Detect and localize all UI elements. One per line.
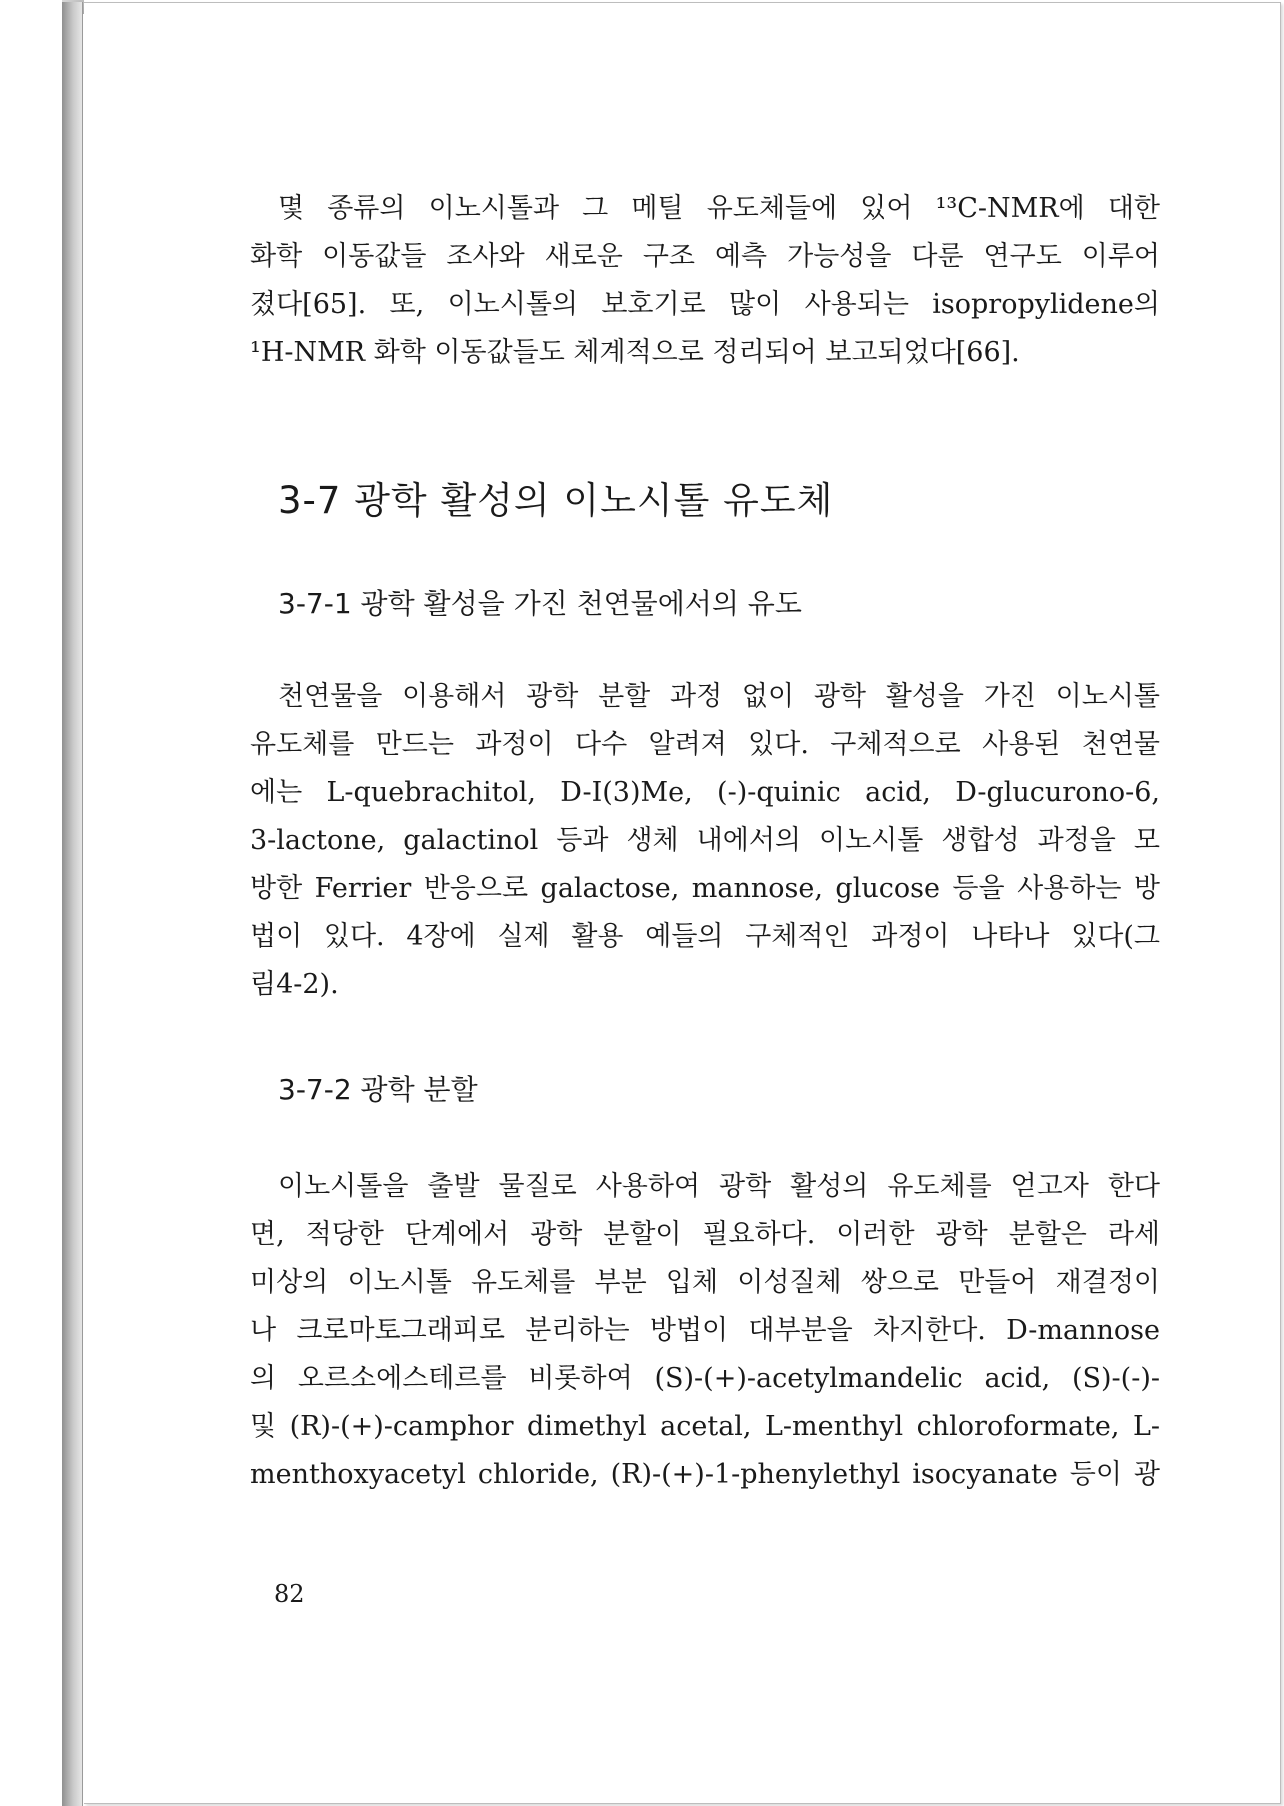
paragraph-natural-products <box>250 673 1160 1009</box>
subsection-heading-3-7-2: 3-7-2 광학 분할 <box>278 1073 478 1106</box>
text-line: menthoxyacetyl chloride, (R)-(+)-1-phenylethyl isocyanate 등이 광 <box>250 1459 1160 1490</box>
text-line: 화학 이동값들 조사와 새로운 구조 예측 가능성을 다룬 연구도 이루어 <box>250 241 1160 272</box>
text-line: 3-lactone, galactinol 등과 생체 내에서의 이노시톨 생합성 과정을 모 <box>250 825 1160 856</box>
text-line: 몇 종류의 이노시톨과 그 메틸 유도체들에 있어 ¹³C-NMR에 대한 <box>278 193 1160 224</box>
text-line: 방한 Ferrier 반응으로 galactose, mannose, glucose 등을 사용하는 방 <box>250 873 1160 904</box>
text-line: 이노시톨을 출발 물질로 사용하여 광학 활성의 유도체를 얻고자 한다 <box>278 1171 1160 1202</box>
text-line: 및 (R)-(+)-camphor dimethyl acetal, L-menthyl chloroformate, L- <box>250 1411 1160 1442</box>
book-spine <box>62 2 83 1806</box>
text-line: 천연물을 이용해서 광학 분할 과정 없이 광학 활성을 가진 이노시톨 <box>278 681 1160 712</box>
paragraph-optical-resolution <box>250 1163 1160 1499</box>
text-line: 에는 L-quebrachitol, D-I(3)Me, (-)-quinic acid, D-glucurono-6, <box>250 777 1160 808</box>
text-line: 나 크로마토그래피로 분리하는 방법이 대부분을 차지한다. D-mannose <box>250 1315 1160 1346</box>
subsection-heading-3-7-1: 3-7-1 광학 활성을 가진 천연물에서의 유도 <box>278 587 802 620</box>
text-line: 법이 있다. 4장에 실제 활용 예들의 구체적인 과정이 나타나 있다(그 <box>250 921 1160 952</box>
section-heading: 3-7 광학 활성의 이노시톨 유도체 <box>278 479 834 522</box>
text-line: 유도체를 만드는 과정이 다수 알려져 있다. 구체적으로 사용된 천연물 <box>250 729 1160 760</box>
page-number: 82 <box>274 1580 305 1608</box>
text-line: 졌다[65]. 또, 이노시톨의 보호기로 많이 사용되는 isopropylidene의 <box>250 289 1160 320</box>
paragraph-nmr <box>250 185 1160 377</box>
text-line: 면, 적당한 단계에서 광학 분할이 필요하다. 이러한 광학 분할은 라세 <box>250 1219 1160 1250</box>
text-line: 의 오르소에스테르를 비롯하여 (S)-(+)-acetylmandelic acid, (S)-(-)- <box>250 1363 1160 1394</box>
text-line: 림4-2). <box>250 969 339 1000</box>
text-line: 미상의 이노시톨 유도체를 부분 입체 이성질체 쌍으로 만들어 재결정이 <box>250 1267 1160 1298</box>
text-line: ¹H-NMR 화학 이동값들도 체계적으로 정리되어 보고되었다[66]. <box>250 337 1020 368</box>
